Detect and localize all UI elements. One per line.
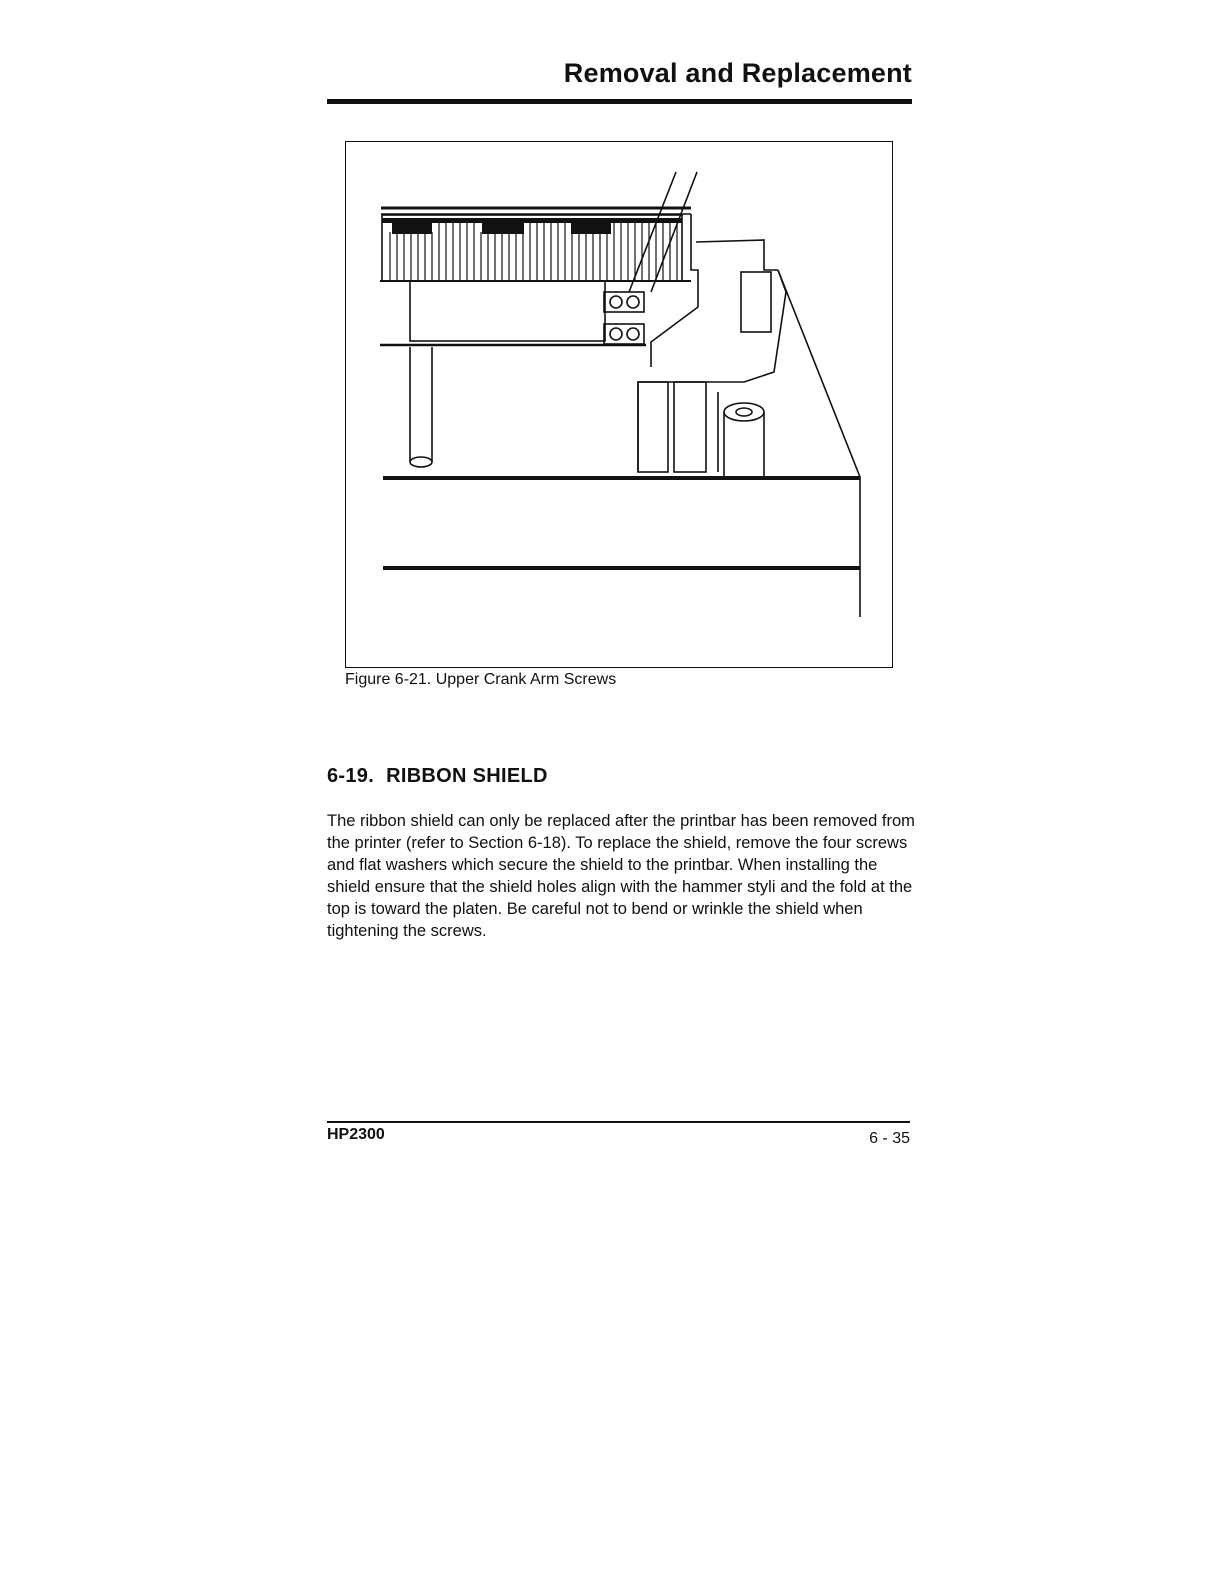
section-number: 6-19. (327, 765, 375, 787)
section-heading (327, 765, 548, 788)
figure-caption: Figure 6-21. Upper Crank Arm Screws (345, 671, 617, 688)
section-body-paragraph: The ribbon shield can only be replaced after the printbar has been removed from the printer (refer to Section 6-18). To replace the shield, remove the four screws and flat washers which secure the shield to the printbar. When installing the shield ensure that the shield holes align with the hammer styli and the fold at the top is toward the platen. Be careful not to bend or wrinkle the shield when tightening the screws. (327, 812, 915, 940)
footer-rule (327, 1121, 910, 1123)
footer-page-number: 6 - 35 (869, 1130, 910, 1147)
footer-model: HP2300 (327, 1126, 385, 1143)
section-title: RIBBON SHIELD (386, 765, 548, 787)
crank-arm-illustration (346, 142, 893, 668)
figure-frame (345, 141, 893, 668)
header-rule (327, 99, 912, 104)
page-header-title: Removal and Replacement (563, 58, 912, 88)
